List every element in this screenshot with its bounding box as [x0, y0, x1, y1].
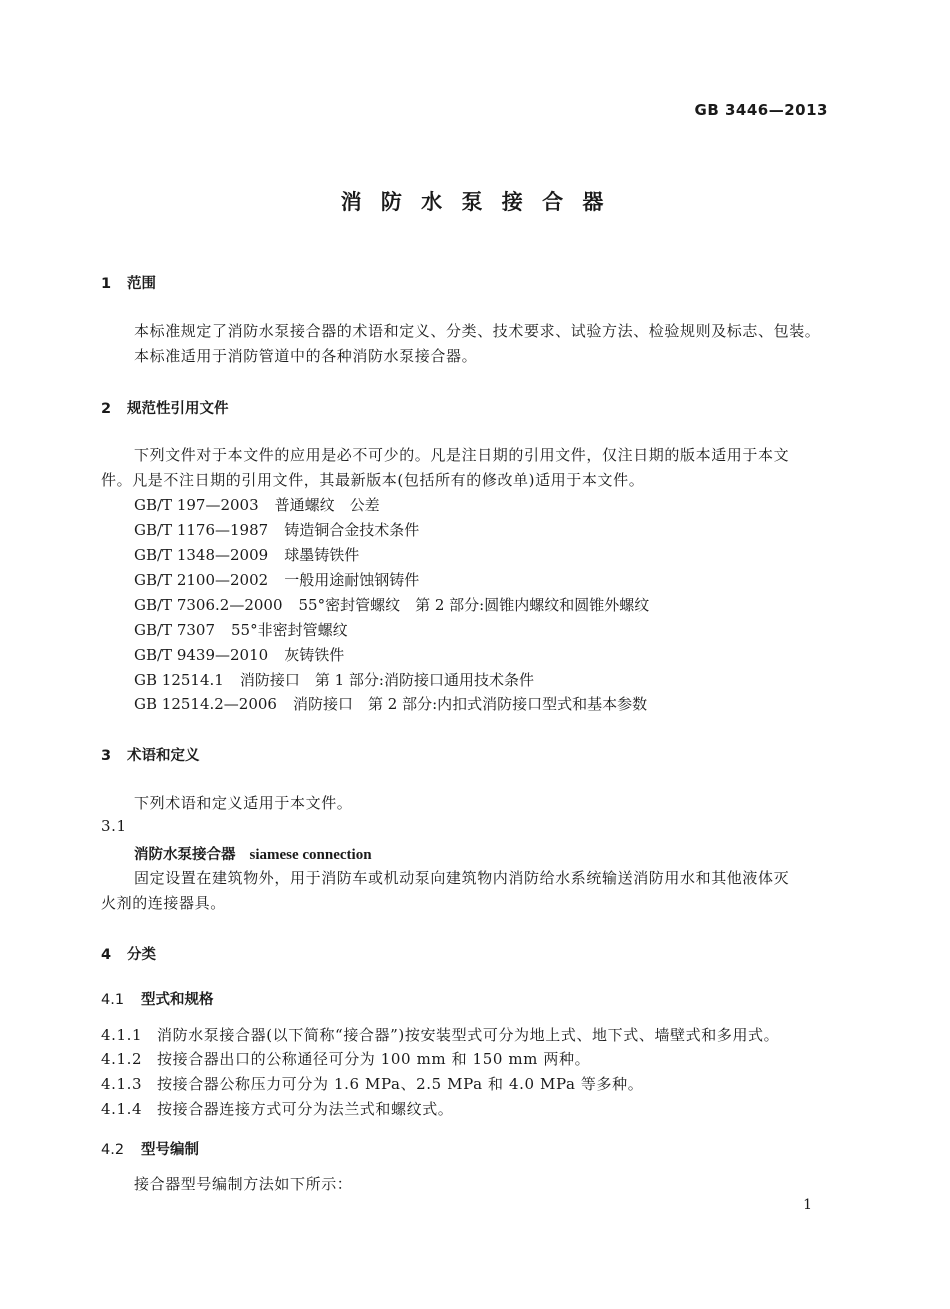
section-title: 范围 — [127, 276, 156, 292]
document-title: 消 防 水 泵 接 合 器 — [340, 190, 610, 214]
reference-item — [134, 569, 419, 590]
reference-item — [134, 494, 380, 515]
section-title: 术语和定义 — [127, 748, 200, 764]
clause-number: 4.1.4 — [101, 1100, 143, 1118]
reference-title: 消防接口 第 1 部分:消防接口通用技术条件 — [239, 671, 534, 689]
subsection-title: 型式和规格 — [141, 992, 214, 1008]
section-number: 3 — [101, 748, 112, 764]
reference-code: GB/T 7307 — [134, 621, 216, 639]
section-3-heading — [101, 744, 200, 765]
reference-code: GB/T 2100—2002 — [134, 571, 269, 589]
standard-code: GB 3446—2013 — [694, 101, 828, 119]
subsection-number: 3.1 — [101, 817, 127, 835]
paragraph: 接合器型号编制方法如下所示： — [134, 1175, 353, 1193]
reference-item — [134, 644, 344, 665]
term-chinese: 消防水泵接合器 — [134, 847, 236, 863]
section-number: 2 — [101, 401, 112, 417]
clause-text: 按接合器出口的公称通径可分为 100 mm 和 150 mm 两种。 — [157, 1050, 591, 1068]
paragraph: 本标准规定了消防水泵接合器的术语和定义、分类、技术要求、试验方法、检验规则及标志、包装。 — [134, 322, 821, 340]
clause-text: 按接合器连接方式可分为法兰式和螺纹式。 — [157, 1100, 454, 1118]
reference-title: 普通螺纹 公差 — [274, 496, 380, 514]
reference-item — [134, 544, 359, 565]
section-number: 1 — [101, 276, 112, 292]
clause — [101, 1048, 590, 1069]
paragraph: 本标准适用于消防管道中的各种消防水泵接合器。 — [134, 347, 478, 365]
definition-text: 固定设置在建筑物外，用于消防车或机动泵向建筑物内消防给水系统输送消防用水和其他液体灭 — [134, 869, 790, 887]
clause-text: 消防水泵接合器(以下简称“接合器”)按安装型式可分为地上式、地下式、墙壁式和多用式。 — [157, 1026, 780, 1044]
subsection-4-1-heading — [101, 988, 214, 1009]
term-entry — [134, 843, 372, 864]
clause-number: 4.1.3 — [101, 1075, 143, 1093]
section-title: 规范性引用文件 — [127, 401, 229, 417]
clause-number: 4.1.2 — [101, 1050, 143, 1068]
reference-item — [134, 619, 348, 640]
reference-title: 铸造铜合金技术条件 — [284, 521, 420, 539]
reference-code: GB 12514.1 — [134, 671, 224, 689]
section-2-heading — [101, 397, 229, 418]
reference-item — [134, 669, 534, 690]
paragraph: 件。凡是不注日期的引用文件，其最新版本(包括所有的修改单)适用于本文件。 — [101, 471, 645, 489]
clause-number: 4.1.1 — [101, 1026, 143, 1044]
reference-item — [134, 693, 647, 714]
reference-code: GB/T 197—2003 — [134, 496, 259, 514]
section-number: 4 — [101, 947, 112, 963]
section-title: 分类 — [127, 947, 156, 963]
definition-text: 火剂的连接器具。 — [101, 894, 226, 912]
reference-title: 55°密封管螺纹 第 2 部分:圆锥内螺纹和圆锥外螺纹 — [298, 596, 650, 614]
reference-title: 55°非密封管螺纹 — [231, 621, 348, 639]
subsection-number: 4.2 — [101, 1142, 125, 1158]
reference-item — [134, 519, 419, 540]
reference-title: 消防接口 第 2 部分:内扣式消防接口型式和基本参数 — [292, 695, 648, 713]
reference-title: 灰铸铁件 — [284, 646, 345, 664]
clause-text: 按接合器公称压力可分为 1.6 MPa、2.5 MPa 和 4.0 MPa 等多种。 — [157, 1075, 644, 1093]
subsection-number: 4.1 — [101, 992, 125, 1008]
section-4-heading — [101, 943, 156, 964]
reference-code: GB 12514.2—2006 — [134, 695, 277, 713]
reference-code: GB/T 9439—2010 — [134, 646, 269, 664]
subsection-4-2-heading — [101, 1138, 199, 1159]
reference-item — [134, 594, 649, 615]
term-english: siamese connection — [249, 847, 372, 863]
clause — [101, 1073, 643, 1094]
reference-title: 一般用途耐蚀钢铸件 — [284, 571, 420, 589]
section-1-heading — [101, 272, 156, 293]
clause — [101, 1098, 453, 1119]
page-number: 1 — [803, 1197, 812, 1213]
reference-code: GB/T 1176—1987 — [134, 521, 269, 539]
reference-code: GB/T 7306.2—2000 — [134, 596, 283, 614]
paragraph: 下列文件对于本文件的应用是必不可少的。凡是注日期的引用文件，仅注日期的版本适用于本文 — [134, 446, 790, 464]
reference-code: GB/T 1348—2009 — [134, 546, 269, 564]
clause — [101, 1024, 779, 1045]
reference-title: 球墨铸铁件 — [284, 546, 360, 564]
paragraph: 下列术语和定义适用于本文件。 — [134, 794, 353, 812]
subsection-title: 型号编制 — [141, 1142, 199, 1158]
